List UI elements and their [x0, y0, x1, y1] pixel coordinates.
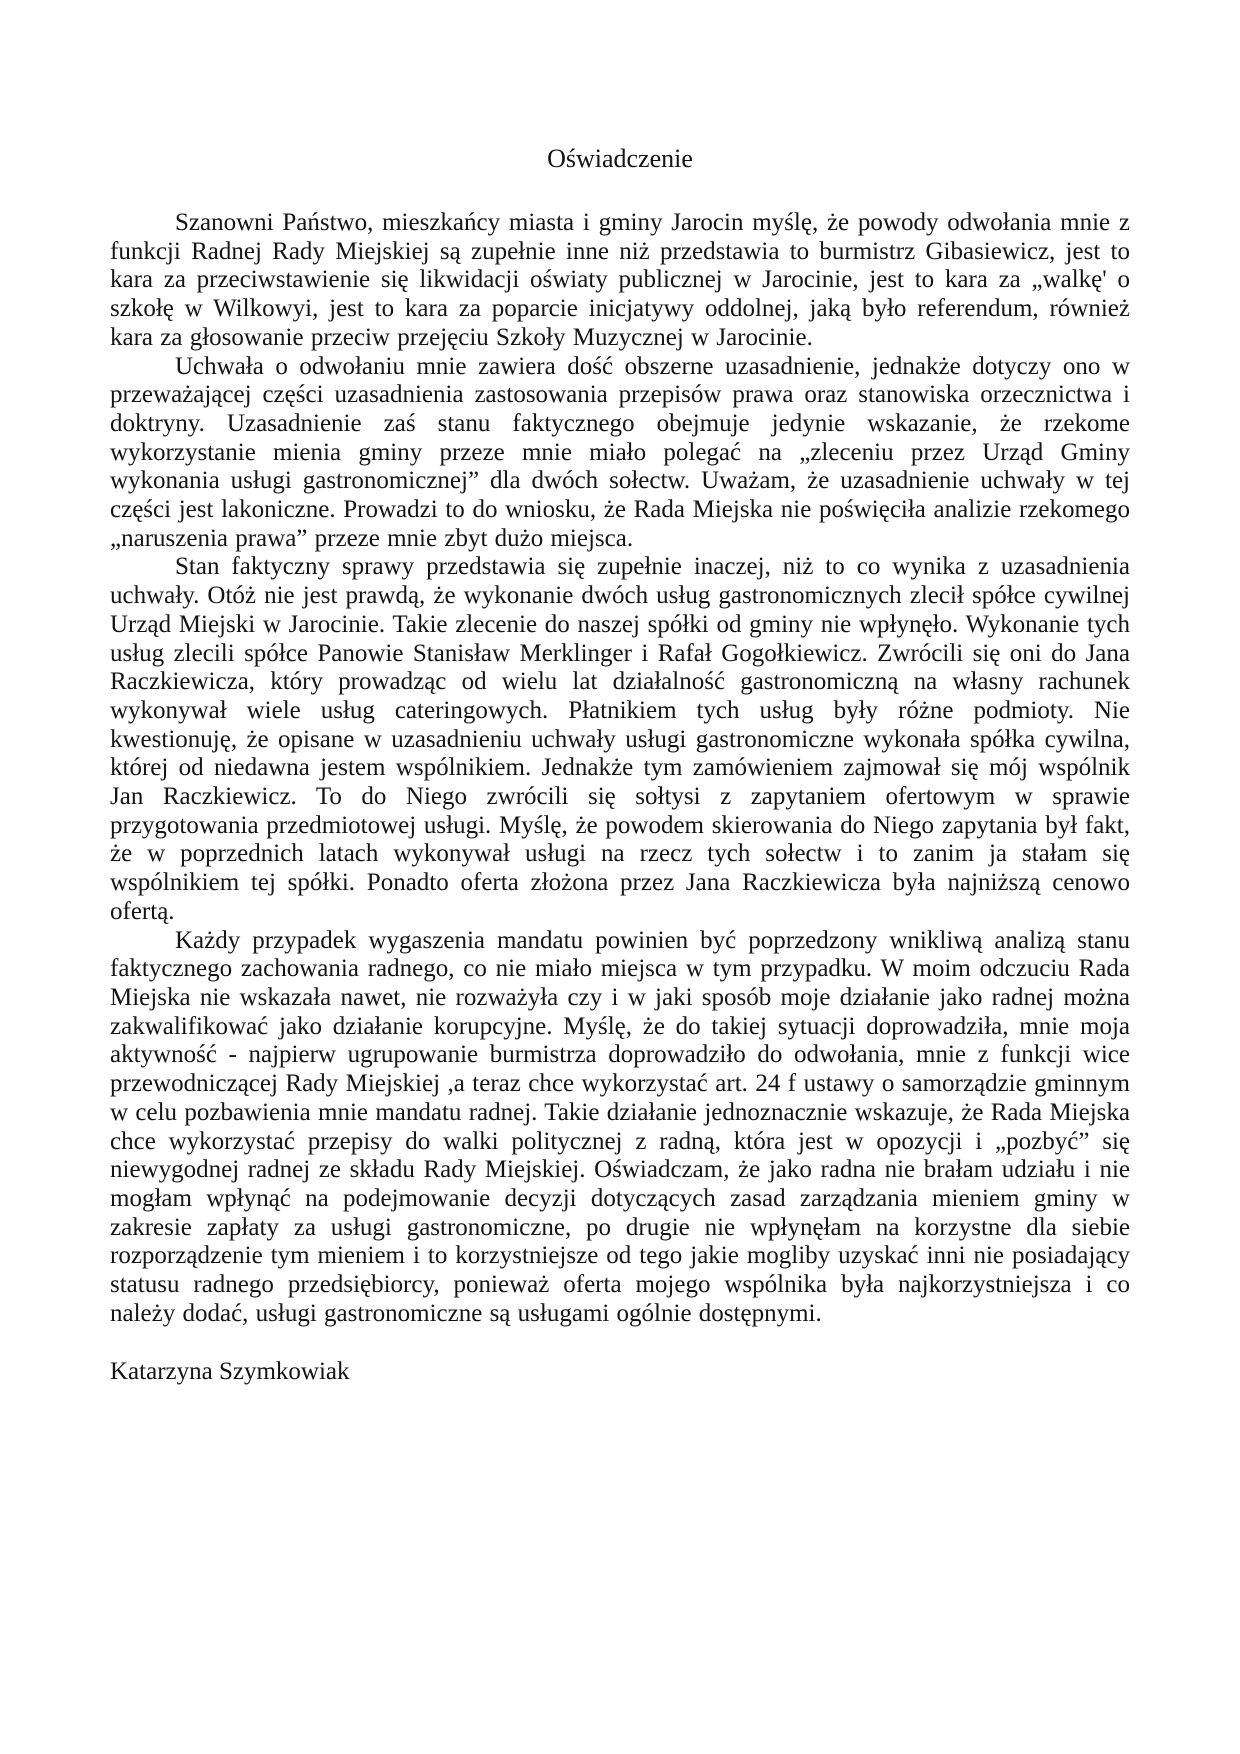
document-body — [110, 209, 1130, 1328]
document-title: Oświadczenie — [547, 144, 693, 173]
paragraph-2: Uchwała o odwołaniu mnie zawiera dość obszerne uzasadnienie, jednakże dotyczy ono w przeważającej części uzasadnienia zastosowania przepisów prawa oraz stanowiska orzecznictwa i doktryny. Uzasadnienie zaś stanu faktycznego obejmuje jedynie wskazanie, że rzekome wykorzystanie mienia gminy przeze mnie miało polegać na „zleceniu przez Urząd Gminy wykonania usługi gastronomicznej” dla dwóch sołectw. Uważam, że uzasadnienie uchwały w tej części jest lakoniczne. Prowadzi to do wniosku, że Rada Miejska nie poświęciła analizie rzekomego „naruszenia prawa” przeze mnie zbyt dużo miejsca. — [110, 352, 1130, 552]
paragraph-4: Każdy przypadek wygaszenia mandatu powinien być poprzedzony wnikliwą analizą stanu faktycznego zachowania radnego, co nie miało miejsca w tym przypadku. W moim odczuciu Rada Miejska nie wskazała nawet, nie rozważyła czy i w jaki sposób moje działanie jako radnej można zakwalifikować jako działanie korupcyjne. Myślę, że do takiej sytuacji doprowadziła, mnie moja aktywność - najpierw ugrupowanie burmistrza doprowadziło do odwołania, mnie z funkcji wice przewodniczącej Rady Miejskiej ,a teraz chce wykorzystać art. 24 f ustawy o samorządzie gminnym w celu pozbawienia mnie mandatu radnej. Takie działanie jednoznacznie wskazuje, że Rada Miejska chce wykorzystać przepisy do walki politycznej z radną, która jest w opozycji i „pozbyć” się niewygodnej radnej ze składu Rady Miejskiej. Oświadczam, że jako radna nie brałam udziału i nie mogłam wpłynąć na podejmowanie decyzji dotyczących zasad zarządzania mieniem gminy w zakresie zapłaty za usługi gastronomiczne, po drugie nie wpłynęłam na korzystne dla siebie rozporządzenie tym mieniem i to korzystniejsze od tego jakie mogliby uzyskać inni nie posiadający statusu radnego przedsiębiorcy, ponieważ oferta mojego wspólnika była najkorzystniejsza i co należy dodać, usługi gastronomiczne są usługami ogólnie dostępnymi. — [110, 926, 1130, 1327]
signature: Katarzyna Szymkowiak — [110, 1358, 350, 1386]
paragraph-3: Stan faktyczny sprawy przedstawia się zupełnie inaczej, niż to co wynika z uzasadnienia uchwały. Otóż nie jest prawdą, że wykonanie dwóch usług gastronomicznych zlecił spółce cywilnej Urząd Miejski w Jarocinie. Takie zlecenie do naszej spółki od gminy nie wpłynęło. Wykonanie tych usług zlecili spółce Panowie Stanisław Merklinger i Rafał Gogołkiewicz. Zwrócili się oni do Jana Raczkiewicza, który prowadząc od wielu lat działalność gastronomiczną na własny rachunek wykonywał wiele usług cateringowych. Płatnikiem tych usług były różne podmioty. Nie kwestionuję, że opisane w uzasadnieniu uchwały usługi gastronomiczne wykonała spółka cywilna, której od niedawna jestem wspólnikiem. Jednakże tym zamówieniem zajmował się mój wspólnik Jan Raczkiewicz. To do Niego zwrócili się sołtysi z zapytaniem ofertowym w sprawie przygotowania przedmiotowej usługi. Myślę, że powodem skierowania do Niego zapytania był fakt, że w poprzednich latach wykonywał usługi na rzecz tych sołectw i to zanim ja stałam się wspólnikiem tej spółki. Ponadto oferta złożona przez Jana Raczkiewicza była najniższą cenowo ofertą. — [110, 553, 1130, 925]
paragraph-1: Szanowni Państwo, mieszkańcy miasta i gminy Jarocin myślę, że powody odwołania mnie z funkcji Radnej Rady Miejskiej są zupełnie inne niż przedstawia to burmistrz Gibasiewicz, jest to kara za przeciwstawienie się likwidacji oświaty publicznej w Jarocinie, jest to kara za „walkę' o szkołę w Wilkowyi, jest to kara za poparcie inicjatywy oddolnej, jaką było referendum, również kara za głosowanie przeciw przejęciu Szkoły Muzycznej w Jarocinie. — [110, 209, 1130, 351]
